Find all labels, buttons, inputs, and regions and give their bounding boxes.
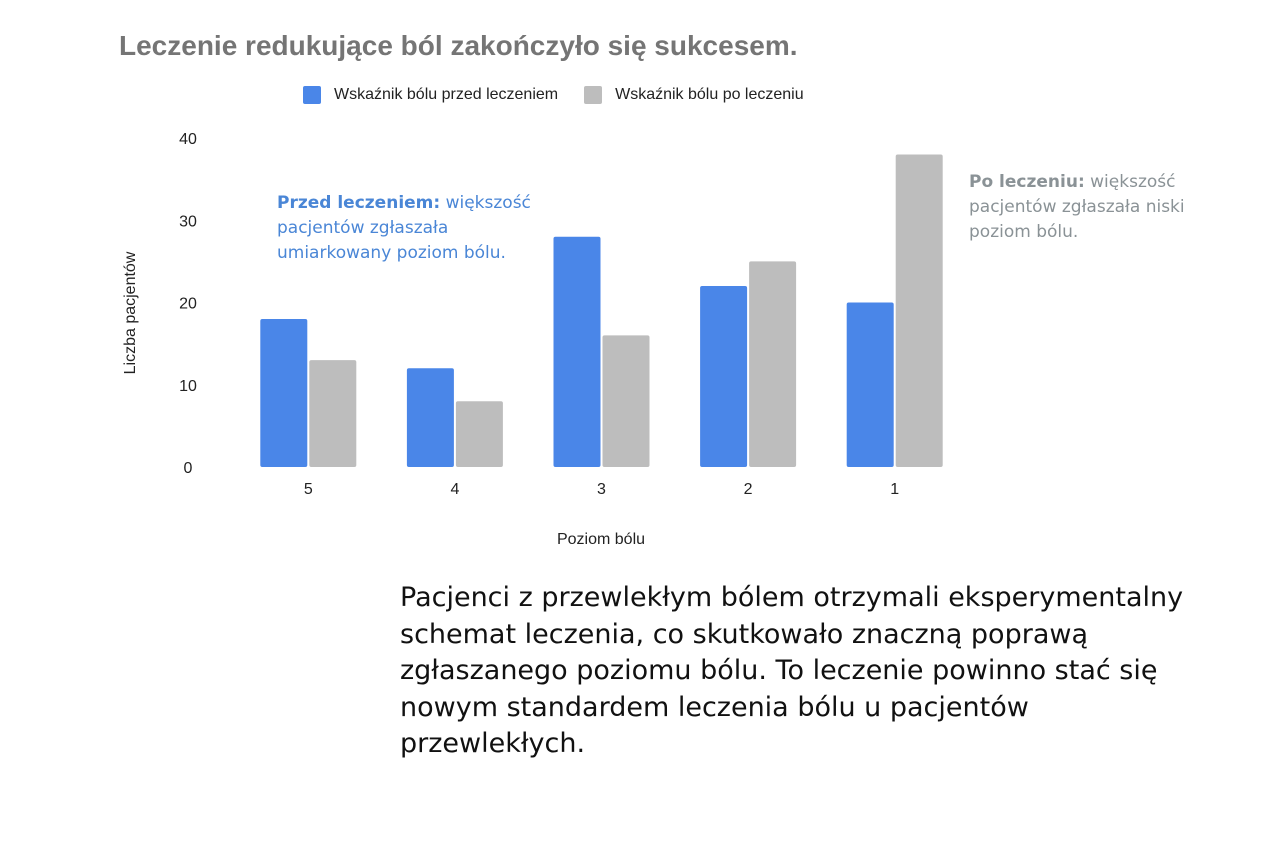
bar-after	[749, 261, 796, 467]
bar-before	[554, 237, 601, 467]
y-tick-label: 10	[179, 377, 197, 395]
y-tick-label: 30	[179, 213, 197, 231]
y-tick-label: 0	[183, 460, 193, 477]
chart-title: Leczenie redukujące ból zakończyło się sukcesem.	[119, 30, 798, 61]
y-tick-label: 40	[179, 131, 197, 148]
legend-label-after: Wskaźnik bólu po leczeniu	[615, 86, 804, 103]
annotation-before	[277, 191, 567, 266]
y-axis-label: Liczba pacjentów	[122, 251, 139, 375]
x-axis-label: Poziom bólu	[556, 531, 646, 548]
x-tick-label: 5	[303, 481, 313, 498]
annotation-before-text: większość pacjentów zgłaszała umiarkowany poziom bólu.	[277, 193, 531, 263]
y-tick-label: 20	[179, 295, 197, 313]
bar-after	[896, 154, 943, 467]
x-tick-label: 4	[450, 481, 460, 498]
annotation-after	[969, 170, 1199, 245]
x-tick-label: 2	[743, 481, 753, 498]
caption-text: Pacjenci z przewlekłym bólem otrzymali eksperymentalny schemat leczenia, co skutkowało znaczną poprawą zgłaszanego poziomu bólu. To leczenie powinno stać się nowym standardem leczenia bólu u pacjentów przewlekłych.	[400, 582, 1184, 759]
bar-before	[847, 303, 894, 468]
bar-after	[309, 360, 356, 467]
annotation-after-text: większość pacjentów zgłaszała niski poziom bólu.	[969, 172, 1185, 242]
x-tick-label: 3	[597, 481, 606, 498]
annotation-after-bold: Po leczeniu:	[969, 172, 1085, 192]
legend-label-before: Wskaźnik bólu przed leczeniem	[334, 86, 559, 103]
bar-after	[603, 335, 650, 467]
x-tick-label: 1	[890, 481, 900, 498]
bar-after	[456, 401, 503, 467]
bar-before	[700, 286, 747, 467]
bar-before	[260, 319, 307, 467]
annotation-before-bold: Przed leczeniem:	[277, 193, 441, 213]
bar-before	[407, 368, 454, 467]
